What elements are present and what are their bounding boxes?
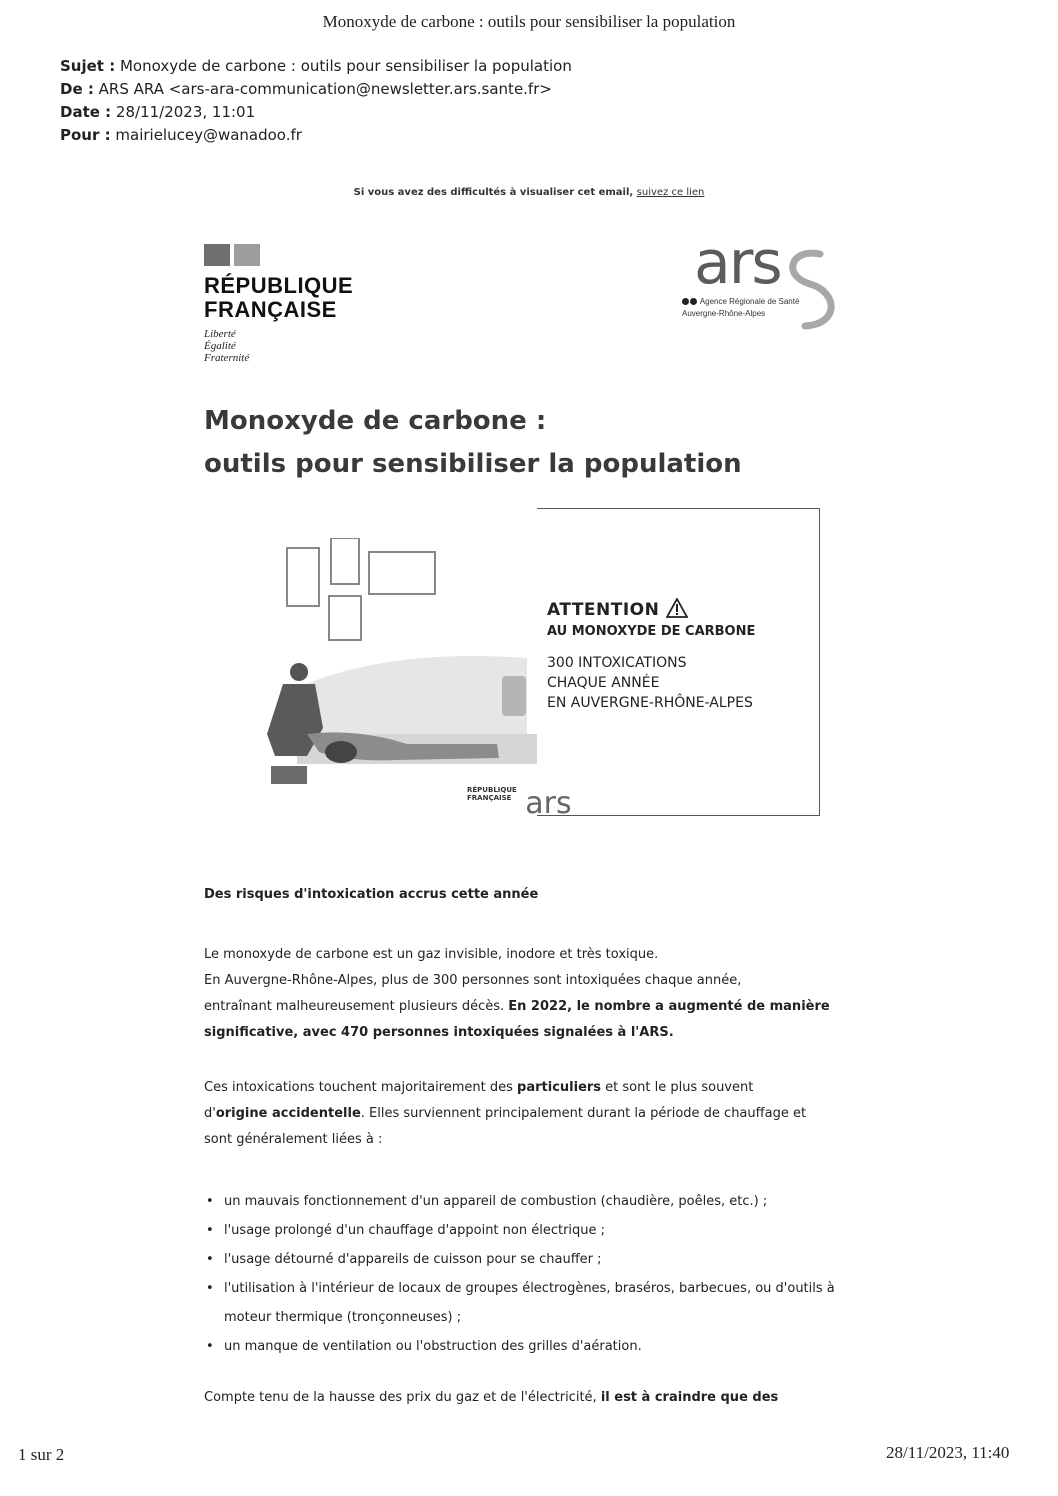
ars-wordmark: ars: [694, 228, 781, 298]
to-value: mairielucey@wanadoo.fr: [115, 126, 302, 144]
list-item: • un mauvais fonctionnement d'un appareil de combustion (chaudière, poêles, etc.) ;: [204, 1187, 844, 1216]
p2-e: origine accidentelle: [215, 1106, 361, 1121]
p1-line-1: Le monoxyde de carbone est un gaz invisible, inodore et très toxique.: [204, 947, 659, 962]
subject-label: Sujet :: [60, 57, 116, 75]
p2-b: particuliers: [517, 1080, 602, 1095]
email-subject: [60, 57, 572, 75]
awareness-banner: [237, 508, 821, 821]
p1-line-2: En Auvergne-Rhône-Alpes, plus de 300 personnes sont intoxiquées chaque année,: [204, 973, 742, 988]
email-date: [60, 103, 255, 121]
p3-b: il est à craindre que des: [600, 1390, 779, 1405]
to-label: Pour :: [60, 126, 111, 144]
ars-region: Auvergne-Rhône-Alpes: [682, 309, 766, 318]
rf-motto-egalite: Égalité: [204, 340, 236, 352]
from-value: ARS ARA <ars-ara-communication@newsletter.ars.sante.fr>: [98, 80, 552, 98]
page-number: 1 sur 2: [18, 1445, 65, 1464]
p3-a: Compte tenu de la hausse des prix du gaz et de l'électricité,: [204, 1390, 601, 1405]
date-value: 28/11/2023, 11:01: [115, 103, 256, 121]
rf-line2: FRANÇAISE: [204, 297, 337, 322]
email-to: [60, 126, 302, 144]
paragraph-prices: [204, 1385, 844, 1411]
list-item: • un manque de ventilation ou l'obstruction des grilles d'aération.: [204, 1332, 844, 1361]
p2-c: et sont le plus souvent: [601, 1080, 754, 1095]
paragraph-causes: [204, 1075, 844, 1153]
banner-attention: ATTENTION: [547, 600, 660, 620]
view-online-link[interactable]: suivez ce lien: [636, 187, 705, 198]
title-line-2: outils pour sensibiliser la population: [204, 449, 742, 479]
from-label: De :: [60, 80, 94, 98]
marianne-flag-icon: [204, 244, 260, 266]
newsletter-title: [204, 400, 742, 486]
banner-subtitle: AU MONOXYDE DE CARBONE: [547, 624, 756, 639]
section-heading: Des risques d'intoxication accrus cette année: [204, 887, 539, 902]
banner-text: [547, 598, 755, 713]
p2-f: . Elles surviennent principalement durant la période de chauffage et: [360, 1106, 807, 1121]
banner-logos: [467, 786, 572, 821]
warning-triangle-icon: [666, 598, 688, 618]
p1-line-3b: En 2022, le nombre a augmenté de manière: [508, 999, 830, 1014]
print-header: Monoxyde de carbone : outils pour sensibiliser la population: [322, 12, 736, 31]
list-item: • l'usage détourné d'appareils de cuisson pour se chauffer ;: [204, 1245, 844, 1274]
rf-line1: RÉPUBLIQUE: [204, 273, 354, 298]
difficulty-text: Si vous avez des difficultés à visualiser cet email,: [353, 187, 637, 198]
banner-logo-ars: ars: [525, 786, 572, 821]
p1-line-3a: entraînant malheureusement plusieurs décès.: [204, 999, 509, 1014]
rf-motto-liberte: Liberté: [204, 328, 236, 340]
print-timestamp: 28/11/2023, 11:40: [886, 1443, 1010, 1462]
paragraph-intro: [204, 942, 844, 1046]
email-from: [60, 80, 552, 98]
republique-francaise-logo: [204, 244, 353, 364]
view-difficulty-notice: [0, 187, 1058, 198]
banner-stat-2: CHAQUE ANNÉE: [547, 675, 660, 691]
ars-logo: [670, 228, 870, 336]
p1-line-4: significative, avec 470 personnes intoxiquées signalées à l'ARS.: [204, 1025, 674, 1040]
date-label: Date :: [60, 103, 112, 121]
causes-list: [204, 1187, 844, 1361]
first-aid-illustration: [237, 538, 537, 786]
ars-agency-name: Agence Régionale de Santé: [699, 297, 800, 306]
list-item: • l'utilisation à l'intérieur de locaux de groupes électrogènes, braséros, barbecues, ou d'outils à moteur thermique (tronçonneuses) ;: [204, 1274, 844, 1332]
title-line-1: Monoxyde de carbone :: [204, 406, 547, 436]
p2-g: sont généralement liées à :: [204, 1132, 383, 1147]
p2-a: Ces intoxications touchent majoritairement des: [204, 1080, 518, 1095]
subject-value: Monoxyde de carbone : outils pour sensibiliser la population: [119, 57, 572, 75]
list-item: • l'usage prolongé d'un chauffage d'appoint non électrique ;: [204, 1216, 844, 1245]
banner-logo-rf: RÉPUBLIQUE FRANÇAISE: [467, 786, 517, 802]
banner-stat-1: 300 INTOXICATIONS: [547, 655, 687, 671]
banner-stat-3: EN AUVERGNE-RHÔNE-ALPES: [547, 695, 753, 711]
rf-motto-fraternite: Fraternité: [204, 352, 250, 364]
p2-d: d': [204, 1106, 216, 1121]
